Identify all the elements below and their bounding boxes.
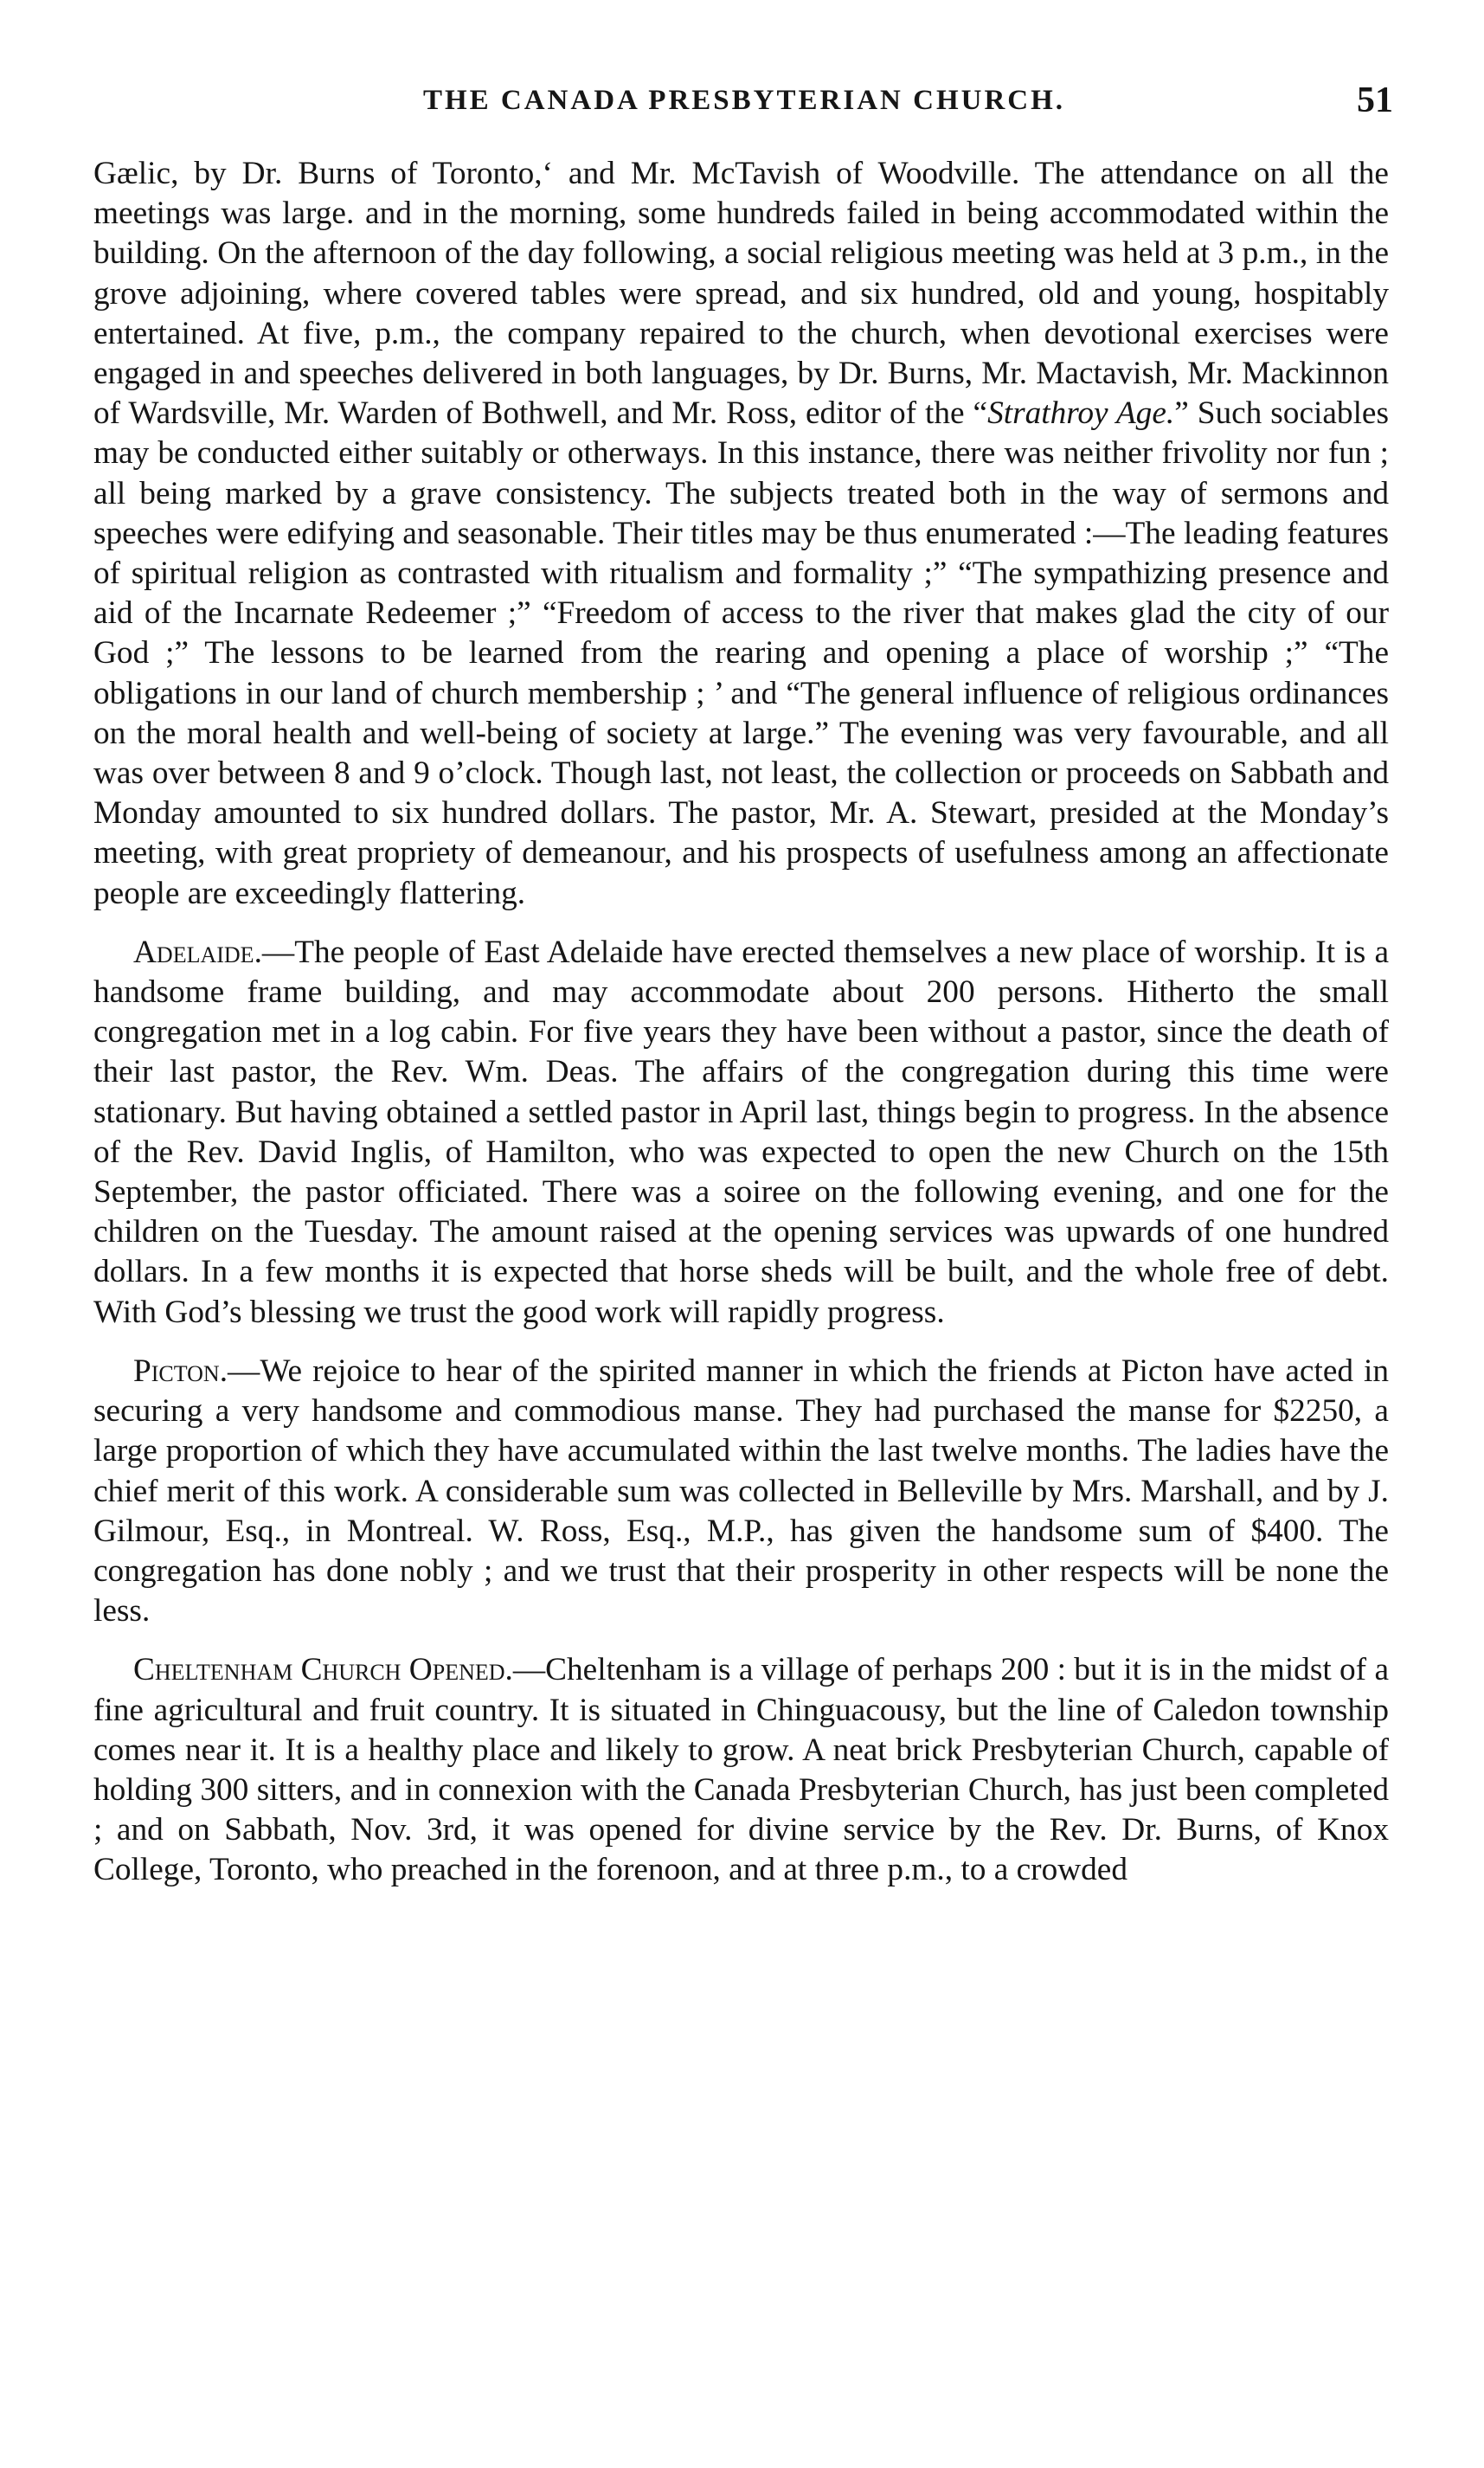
page-number: 51 (1357, 80, 1393, 120)
running-title: THE CANADA PRESBYTERIAN CHURCH. (422, 85, 1066, 116)
paragraph-adelaide (93, 933, 1389, 1333)
section-heading: Picton. (133, 1353, 228, 1389)
section-heading: Adelaide. (133, 934, 262, 970)
running-head (95, 80, 1393, 123)
article-body (93, 154, 1389, 1891)
paragraph-picton (93, 1352, 1389, 1631)
paragraph-text: ” Such sociables may be conducted either suitably or otherways. In this instance, there was neither frivolity nor fun ; all being marked by a grave consistency. The subjects treated both in the way of sermons and speeches were edifying and seasonable. Their titles may be thus enumerated :—The leading features of spiritual religion as contrasted with ritualism and formality ;” “The sympathizing presence and aid of the Incarnate Redeemer ;” “Freedom of access to the river that makes glad the city of our God ;” The lessons to be learned from the rearing and opening a place of worship ;” “The obligations in our land of church membership ; ’ and “The general influence of religious ordinances on the moral health and well-being of society at large.” The evening was very favourable, and all was over between 8 and 9 o’clock. Though last, not least, the collection or proceeds on Sabbath and Monday amounted to six hundred dollars. The pastor, Mr. A. Stewart, presided at the Monday’s meeting, with great propriety of demeanour, and his prospects of usefulness among an affectionate people are exceedingly flattering. (93, 395, 1389, 911)
paragraph-text: —We rejoice to hear of the spirited manner in which the friends at Picton have acted in securing a very handsome and commodious manse. They had purchased the manse for $2250, a large proportion of which they have accumulated within the last twelve months. The ladies have the chief merit of this work. A considerable sum was collected in Belleville by Mrs. Marshall, and by J. Gilmour, Esq., in Montreal. W. Ross, Esq., M.P., has given the handsome sum of $400. The congregation has done nobly ; and we trust that their prosperity in other respects will be none the less. (93, 1353, 1389, 1629)
section-heading: Cheltenham Church Opened. (133, 1652, 513, 1688)
paragraph-text: —Cheltenham is a village of perhaps 200 : but it is in the midst of a fine agricultural and fruit country. It is situated in Chinguacousy, but the line of Caledon township comes near it. It is a healthy place and likely to grow. A neat brick Presbyterian Church, capable of holding 300 sitters, and in connexion with the Canada Presbyterian Church, has just been completed ; and on Sabbath, Nov. 3rd, it was opened for divine service by the Rev. Dr. Burns, of Knox College, Toronto, who preached in the forenoon, and at three p.m., to a crowded (93, 1652, 1389, 1888)
paragraph-continued (93, 154, 1389, 914)
paragraph-text: Gælic, by Dr. Burns of Toronto,‘ and Mr. McTavish of Woodville. The attendance on all the meetings was large. and in the morning, some hundreds failed in being accommodated within the building. On the afternoon of the day following, a social religious meeting was held at 3 p.m., in the grove adjoining, where covered tables were spread, and six hundred, old and young, hospitably entertained. At five, p.m., the company repaired to the church, when devotional exercises were engaged in and speeches delivered in both languages, by Dr. Burns, Mr. Mactavish, Mr. Mackinnon of Wardsville, Mr. Warden of Bothwell, and Mr. Ross, editor of the “ (93, 156, 1389, 432)
paragraph-text: —The people of East Adelaide have erected themselves a new place of worship. It is a handsome frame building, and may accommodate about 200 persons. Hitherto the small congregation met in a log cabin. For five years they have been without a pastor, since the death of their last pastor, the Rev. Wm. Deas. The affairs of the congregation during this time were stationary. But having obtained a settled pastor in April last, things begin to progress. In the absence of the Rev. David Inglis, of Hamilton, who was expected to open the new Church on the 15th September, the pastor officiated. There was a soiree on the following evening, and one for the children on the Tuesday. The amount raised at the opening services was upwards of one hundred dollars. In a few months it is expected that horse sheds will be built, and the whole free of debt. With God’s blessing we trust the good work will rapidly progress. (93, 934, 1389, 1330)
newspaper-title: Strathroy Age. (987, 395, 1175, 432)
paragraph-cheltenham (93, 1650, 1389, 1890)
